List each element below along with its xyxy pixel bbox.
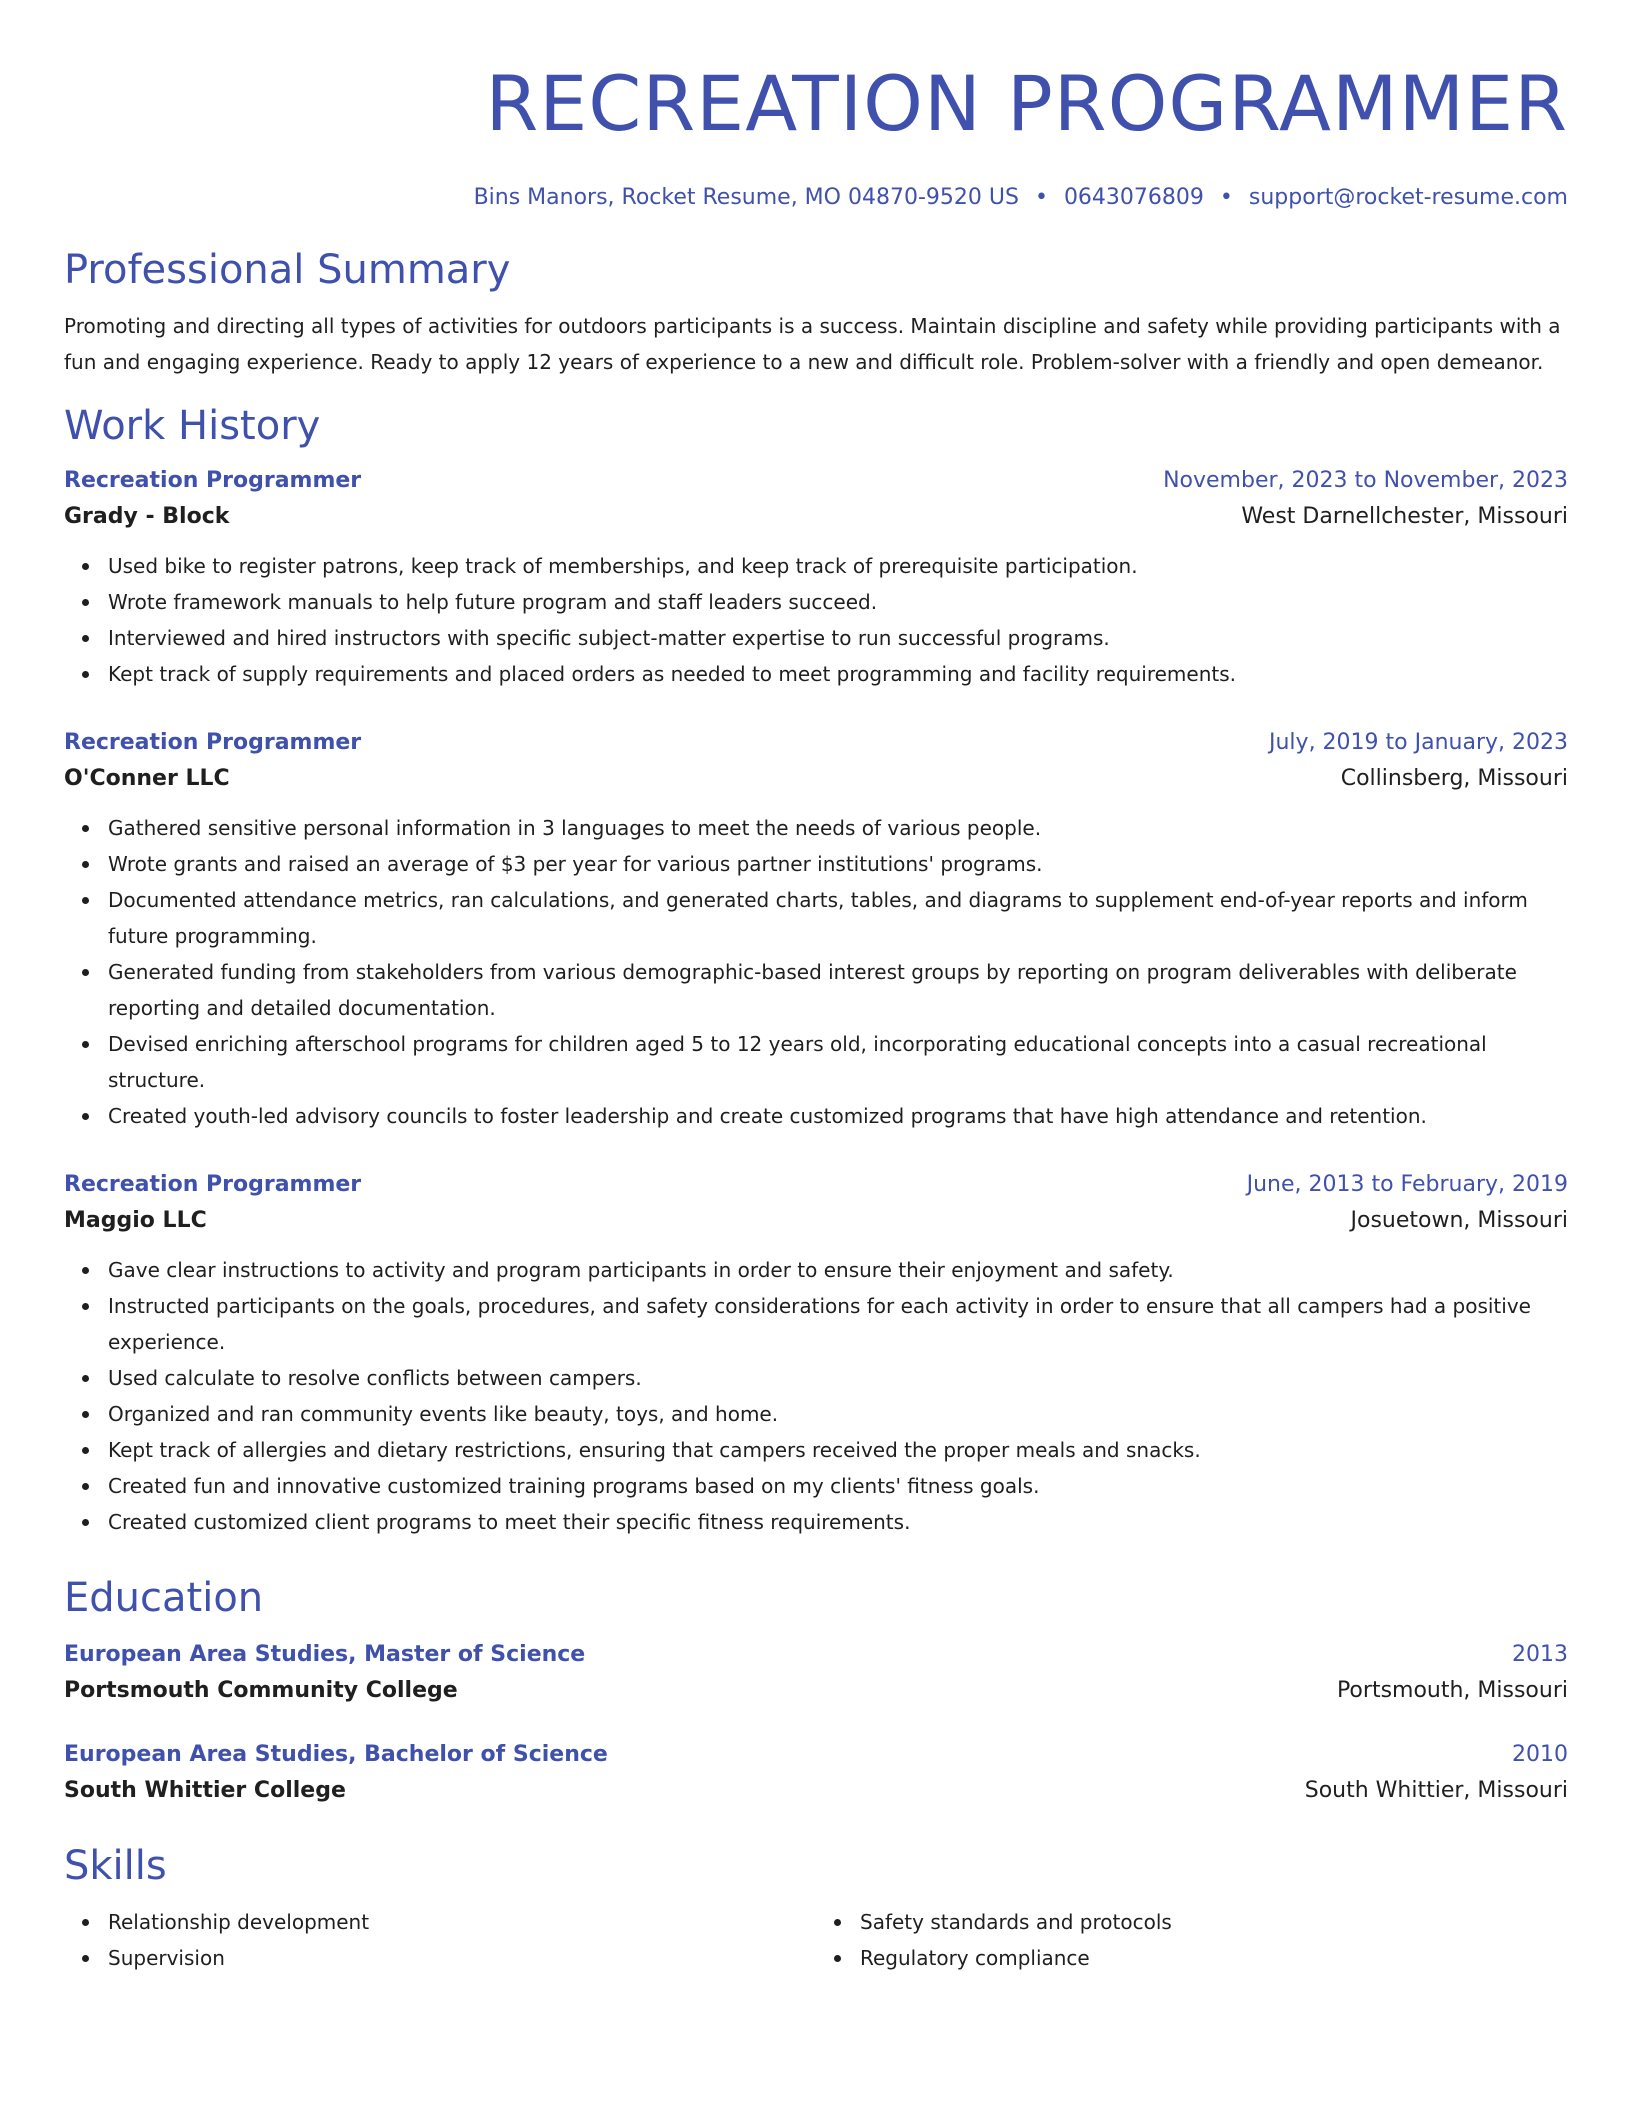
section-title-summary: Professional Summary: [64, 247, 511, 293]
list-item: Wrote framework manuals to help future program and staff leaders succeed.: [64, 584, 1568, 620]
summary-text: Promoting and directing all types of activities for outdoors participants is a success. Maintain discipline and safety while providing participants with a fun and engaging experience. Ready to apply 12 years of experience to a new and difficult role. Problem-solver with a friendly and open demeanor.: [64, 314, 1561, 374]
job-role: Recreation Programmer: [64, 730, 362, 755]
education-entry: [64, 1738, 1568, 1810]
contact-phone: 0643076809: [1063, 185, 1204, 210]
summary-section: [64, 244, 1568, 380]
education-year: 2013: [1512, 1642, 1568, 1667]
candidate-title: RECREATION PROGRAMMER: [485, 59, 1568, 148]
education-school: Portsmouth Community College: [64, 1678, 458, 1703]
list-item: Documented attendance metrics, ran calculations, and generated charts, tables, and diagrams to supplement end-of-year reports and inform future programming.: [64, 882, 1568, 954]
job-bullets: [64, 1252, 1568, 1540]
work-history-section: [64, 400, 1568, 1540]
job-entry: [64, 464, 1568, 692]
job-company: Maggio LLC: [64, 1208, 207, 1233]
job-dates: June, 2013 to February, 2019: [1246, 1172, 1568, 1197]
skills-grid: [64, 1904, 1568, 1976]
skill-item: Regulatory compliance: [816, 1940, 1568, 1976]
list-item: Kept track of allergies and dietary restrictions, ensuring that campers received the proper meals and snacks.: [64, 1432, 1568, 1468]
resume-header: [64, 0, 1568, 214]
job-role: Recreation Programmer: [64, 468, 362, 493]
list-item: Instructed participants on the goals, procedures, and safety considerations for each activity in order to ensure that all campers had a positive experience.: [64, 1288, 1568, 1360]
list-item: Organized and ran community events like beauty, toys, and home.: [64, 1396, 1568, 1432]
education-year: 2010: [1512, 1742, 1568, 1767]
job-location: Josuetown, Missouri: [1350, 1208, 1568, 1233]
section-title-education: Education: [64, 1575, 264, 1621]
job-dates: July, 2019 to January, 2023: [1269, 730, 1568, 755]
job-location: Collinsberg, Missouri: [1340, 766, 1568, 791]
list-item: Used bike to register patrons, keep track of memberships, and keep track of prerequisite participation.: [64, 548, 1568, 584]
contact-email: support@rocket-resume.com: [1248, 185, 1568, 210]
skill-item: Safety standards and protocols: [816, 1904, 1568, 1940]
skills-column-left: [64, 1904, 816, 1976]
education-entry: [64, 1638, 1568, 1710]
job-dates: November, 2023 to November, 2023: [1163, 468, 1568, 493]
job-company: Grady - Block: [64, 504, 230, 529]
skills-column-right: [816, 1904, 1568, 1976]
education-location: South Whittier, Missouri: [1304, 1778, 1568, 1803]
list-item: Used calculate to resolve conflicts between campers.: [64, 1360, 1568, 1396]
contact-address: Bins Manors, Rocket Resume, MO 04870-9520 US: [473, 185, 1019, 210]
job-location: West Darnellchester, Missouri: [1241, 504, 1568, 529]
list-item: Gave clear instructions to activity and program participants in order to ensure their enjoyment and safety.: [64, 1252, 1568, 1288]
list-item: Kept track of supply requirements and placed orders as needed to meet programming and facility requirements.: [64, 656, 1568, 692]
job-role: Recreation Programmer: [64, 1172, 362, 1197]
job-bullets: [64, 548, 1568, 692]
section-title-work-history: Work History: [64, 403, 321, 449]
list-item: Gathered sensitive personal information in 3 languages to meet the needs of various people.: [64, 810, 1568, 846]
skill-item: Supervision: [64, 1940, 816, 1976]
education-degree: European Area Studies, Master of Science: [64, 1642, 586, 1667]
list-item: Generated funding from stakeholders from various demographic-based interest groups by reporting on program deliverables with deliberate reporting and detailed documentation.: [64, 954, 1568, 1026]
job-entry: [64, 726, 1568, 1134]
list-item: Devised enriching afterschool programs for children aged 5 to 12 years old, incorporating educational concepts into a casual recreational structure.: [64, 1026, 1568, 1098]
list-item: Created youth-led advisory councils to foster leadership and create customized programs that have high attendance and retention.: [64, 1098, 1568, 1134]
job-entry: [64, 1168, 1568, 1540]
education-school: South Whittier College: [64, 1778, 346, 1803]
job-company: O'Conner LLC: [64, 766, 230, 791]
list-item: Wrote grants and raised an average of $3 per year for various partner institutions' programs.: [64, 846, 1568, 882]
education-location: Portsmouth, Missouri: [1336, 1678, 1568, 1703]
skills-section: [64, 1840, 1568, 1976]
education-degree: European Area Studies, Bachelor of Science: [64, 1742, 608, 1767]
list-item: Created customized client programs to meet their specific fitness requirements.: [64, 1504, 1568, 1540]
contact-line: [64, 182, 1568, 214]
skill-item: Relationship development: [64, 1904, 816, 1940]
separator-dot: •: [1034, 185, 1048, 210]
separator-dot: •: [1219, 185, 1233, 210]
list-item: Interviewed and hired instructors with specific subject-matter expertise to run successful programs.: [64, 620, 1568, 656]
section-title-skills: Skills: [64, 1843, 167, 1889]
list-item: Created fun and innovative customized training programs based on my clients' fitness goals.: [64, 1468, 1568, 1504]
job-bullets: [64, 810, 1568, 1134]
education-section: [64, 1572, 1568, 1810]
